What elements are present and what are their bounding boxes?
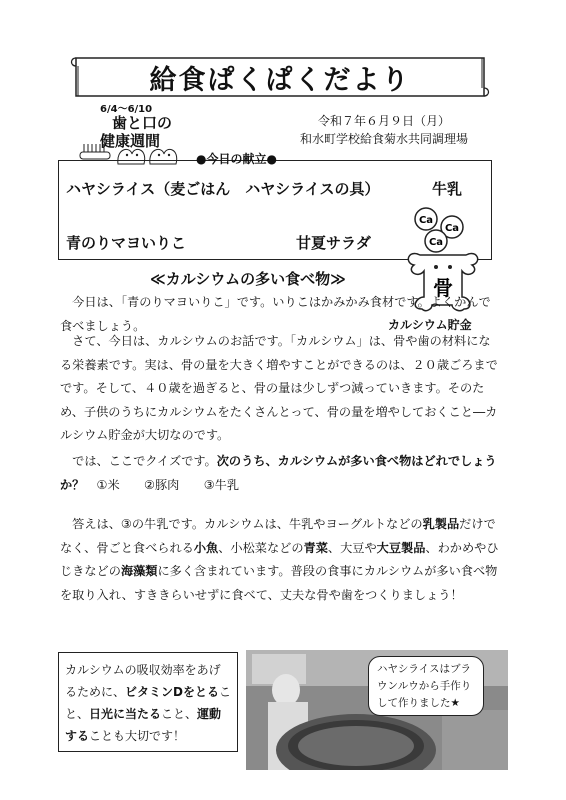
answer-text: に多く含まれています。普段の食事にカルシウムが多い食べ物を取り入れ、すききらいせずに食べて、丈夫な骨や歯をつくりましょう！	[60, 564, 498, 602]
page-title: 給食ぱくぱくだより	[149, 65, 411, 96]
tip-text: こと、	[65, 685, 231, 721]
paragraph-intro: 今日は、「青のりマヨいりこ」です。いりこはかみかみ食材です。よくかんで食べましょう。	[60, 295, 491, 333]
menu-item-milk: 牛乳	[432, 180, 463, 198]
ca-bubble: Ca	[444, 223, 460, 234]
paragraph-answer	[60, 513, 500, 607]
answer-text: だけでなく、骨ごと食べられる	[60, 517, 496, 555]
highlight-dairy: 乳製品	[422, 517, 460, 531]
highlight-soy: 大豆製品	[376, 540, 426, 555]
ca-bubble: Ca	[418, 215, 434, 226]
week-dates: 6/4〜6/10	[100, 104, 153, 115]
answer-text: 、小松菜などの	[218, 540, 304, 555]
tip-text: こと、	[161, 707, 198, 721]
tip-sunlight: 日光に当たる	[89, 707, 162, 721]
highlight-small-fish: 小魚	[193, 540, 219, 555]
quiz-question: 次のうち、カルシウムが多い食べ物はどれでしょうか？	[60, 454, 497, 492]
menu-item-main: ハヤシライス（麦ごはん ハヤシライスの具）	[66, 180, 380, 198]
menu-heading: ●今日の献立●	[196, 152, 277, 166]
tip-exercise: 運動する	[65, 707, 222, 743]
issue-date: 令和７年６月９日（月）	[318, 114, 451, 128]
section-title: ≪カルシウムの多い食べ物≫	[150, 270, 346, 288]
highlight-seaweed: 海藻類	[120, 564, 158, 578]
mascot-body-char: 骨	[433, 276, 453, 300]
highlight-greens: 青菜	[303, 540, 328, 555]
tip-vitamin-d: ビタミンDをとる	[125, 685, 219, 699]
menu-item-salad: 甘夏サラダ	[296, 234, 371, 252]
tip-box	[58, 652, 238, 752]
menu-item-side: 青のりマヨいりこ	[66, 234, 187, 252]
paragraph-calcium: さて、今日は、カルシウムのお話です。「カルシウム」は、骨や歯の材料になる栄養素です。実は、骨の量を大きく増やすことができるのは、２０歳ごろまでです。そして、４０歳を過ぎると、骨の量は少しずつ減っていきます。そのため、子供のうちにカルシウムをたくさんとって、骨の量を増やしておくこと―カルシウム貯金が大切なのです。	[60, 334, 498, 442]
answer-text: 、大豆や	[327, 540, 377, 555]
ca-bubble: Ca	[428, 237, 444, 248]
kitchen-name: 和水町学校給食菊水共同調理場	[300, 132, 469, 146]
week-title-line2: 健康週間	[100, 132, 161, 150]
answer-text: 、わかめやひじきなどの	[60, 540, 499, 578]
tip-text: ことも大切です！	[89, 729, 186, 743]
week-title-line1: 歯と口の	[112, 114, 173, 132]
mascot-caption: カルシウム貯金	[388, 318, 472, 332]
quiz-options: ①米 ②豚肉 ③牛乳	[84, 477, 240, 492]
quiz-block	[60, 450, 500, 497]
quiz-lead: では、ここでクイズです。	[60, 454, 217, 468]
tip-text: カルシウムの吸収効率をあげるために、	[65, 663, 221, 699]
photo-speech-bubble: ハヤシライスはブラウンルウから手作りして作りました★	[368, 656, 484, 716]
answer-text: 答えは、③の牛乳です。カルシウムは、牛乳やヨーグルトなどの	[60, 517, 423, 531]
